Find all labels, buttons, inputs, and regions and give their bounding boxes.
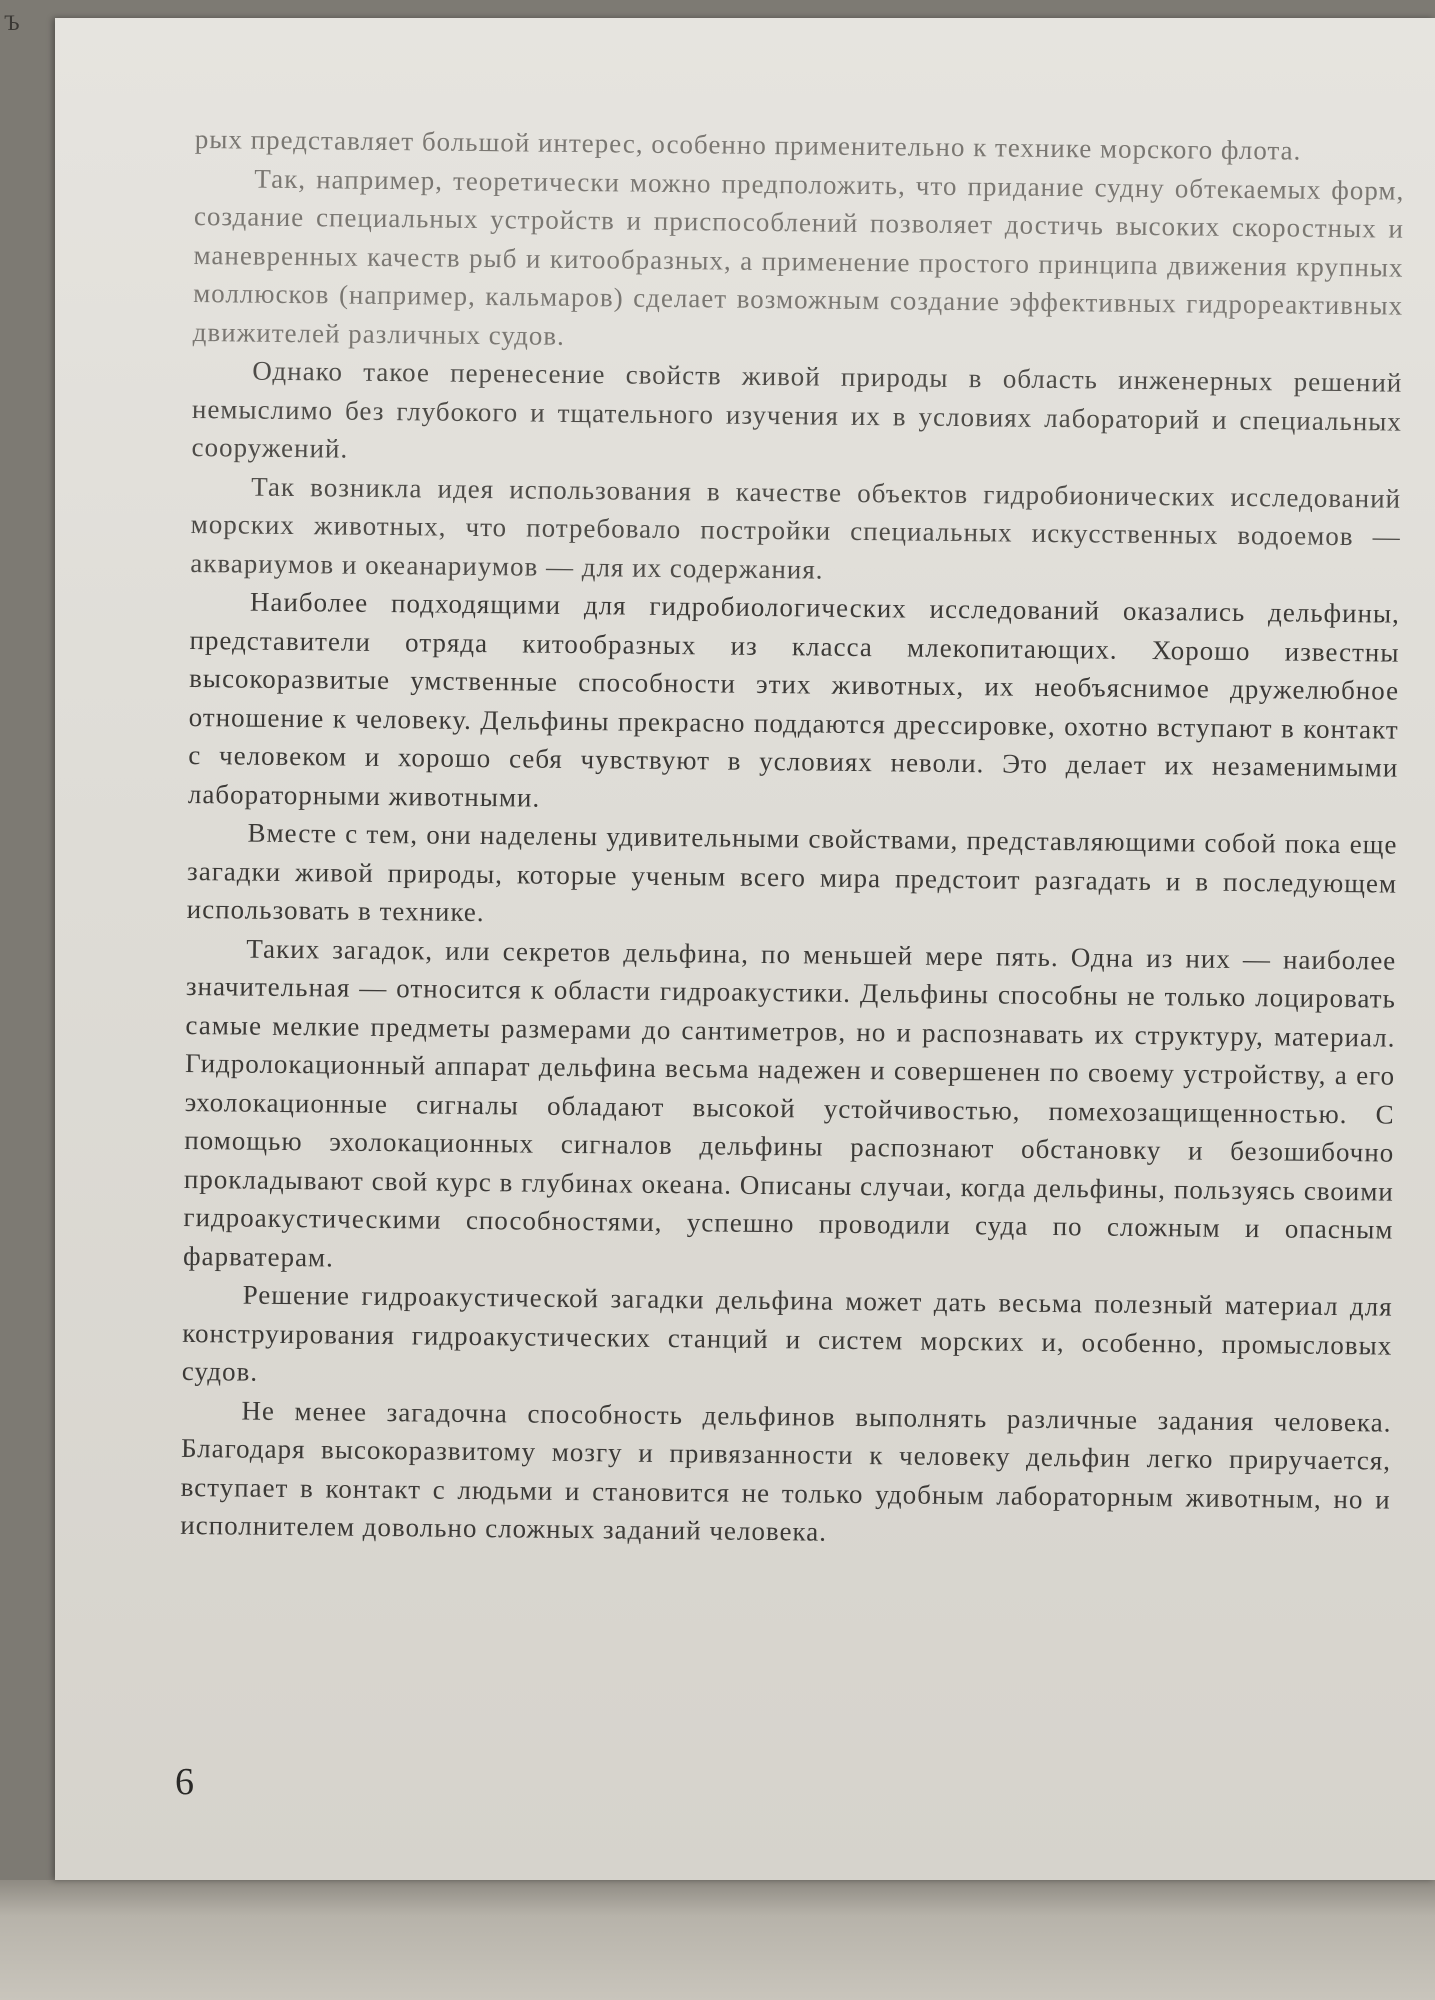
paragraph-1: рых представляет большой интерес, особенно применительно к технике морского флота. — [194, 123, 1302, 166]
page-text — [180, 120, 1405, 1557]
page-number: 6 — [175, 1761, 194, 1803]
corner-mark: Ъ — [4, 10, 20, 35]
paragraph-3: Однако такое перенесение свойств живой природы в область инженерных решений немыслимо без глубокого и тщательного изучения их в условиях лабораторий и специальных сооружений. — [191, 355, 1403, 464]
paragraph-4: Так возникла идея использования в качестве объектов гидробионических исследований морских животных, что потребовало постройки специальных искусственных водоемов — аквариумов и океанариумов — для их содержания. — [190, 471, 1402, 585]
paragraph-8: Решение гидроакустической загадки дельфина может дать весьма полезный материал для конструирования гидроакустических станций и систем морских и, особенно, промысловых судов. — [181, 1279, 1393, 1387]
page-bottom-edge — [0, 1880, 1435, 2000]
paragraph-7: Таких загадок, или секретов дельфина, по меньшей мере пять. Одна из них — наиболее значительная — относится к области гидроакустики. Дельфины способны не только лоцировать самые мелкие предметы размерами до сантиметров, но и распознавать их структуру, материал. Гидролокационный аппарат дельфина весьма надежен и совершенен по своему устройству, а его эхолокационные сигналы обладают высокой устойчивостью, помехозащищенностью. С помощью эхолокационных сигналов дельфины распознают обстановку и безошибочно прокладывают свой курс в глубинах океана. Описаны случаи, когда дельфины, пользуясь своими гидроакустическими способностями, успешно проводили суда по сложным и опасным фарватерам. — [182, 933, 1397, 1273]
paragraph-5: Наиболее подходящими для гидробиологических исследований оказались дельфины, представители отряда китообразных из класса млекопитающих. Хорошо известны высокоразвитые умственные способности этих животных, их необъяснимое дружелюбное отношение к человеку. Дельфины прекрасно поддаются дрессировке, охотно вступают в контакт с человеком и хорошо себя чувствуют в условиях неволи. Это делает их незаменимыми лабораторными животными. — [187, 586, 1401, 813]
paragraph-6: Вместе с тем, они наделены удивительными свойствами, представляющими собой пока еще загадки живой природы, которые ученым всего мира предстоит разгадать и в последующем использовать в технике. — [186, 817, 1398, 928]
paragraph-9: Не менее загадочна способность дельфинов выполнять различные задания человека. Благодаря высокоразвитому мозгу и привязанности к человеку дельфин легко приручается, вступает в контакт с людьми и становится не только удобным лабораторным животным, но и исполнителем довольно сложных заданий человека. — [180, 1395, 1392, 1547]
paragraph-2: Так, например, теоретически можно предположить, что придание судну обтекаемых форм, создание специальных устройств и приспособлений позволяет достичь высоких скоростных и маневренных качеств рыб и китообразных, а применение простого принципа движения крупных моллюсков (например, кальмаров) сделает возможным создание эффективных гидрореактивных движителей различных судов. — [192, 163, 1405, 351]
